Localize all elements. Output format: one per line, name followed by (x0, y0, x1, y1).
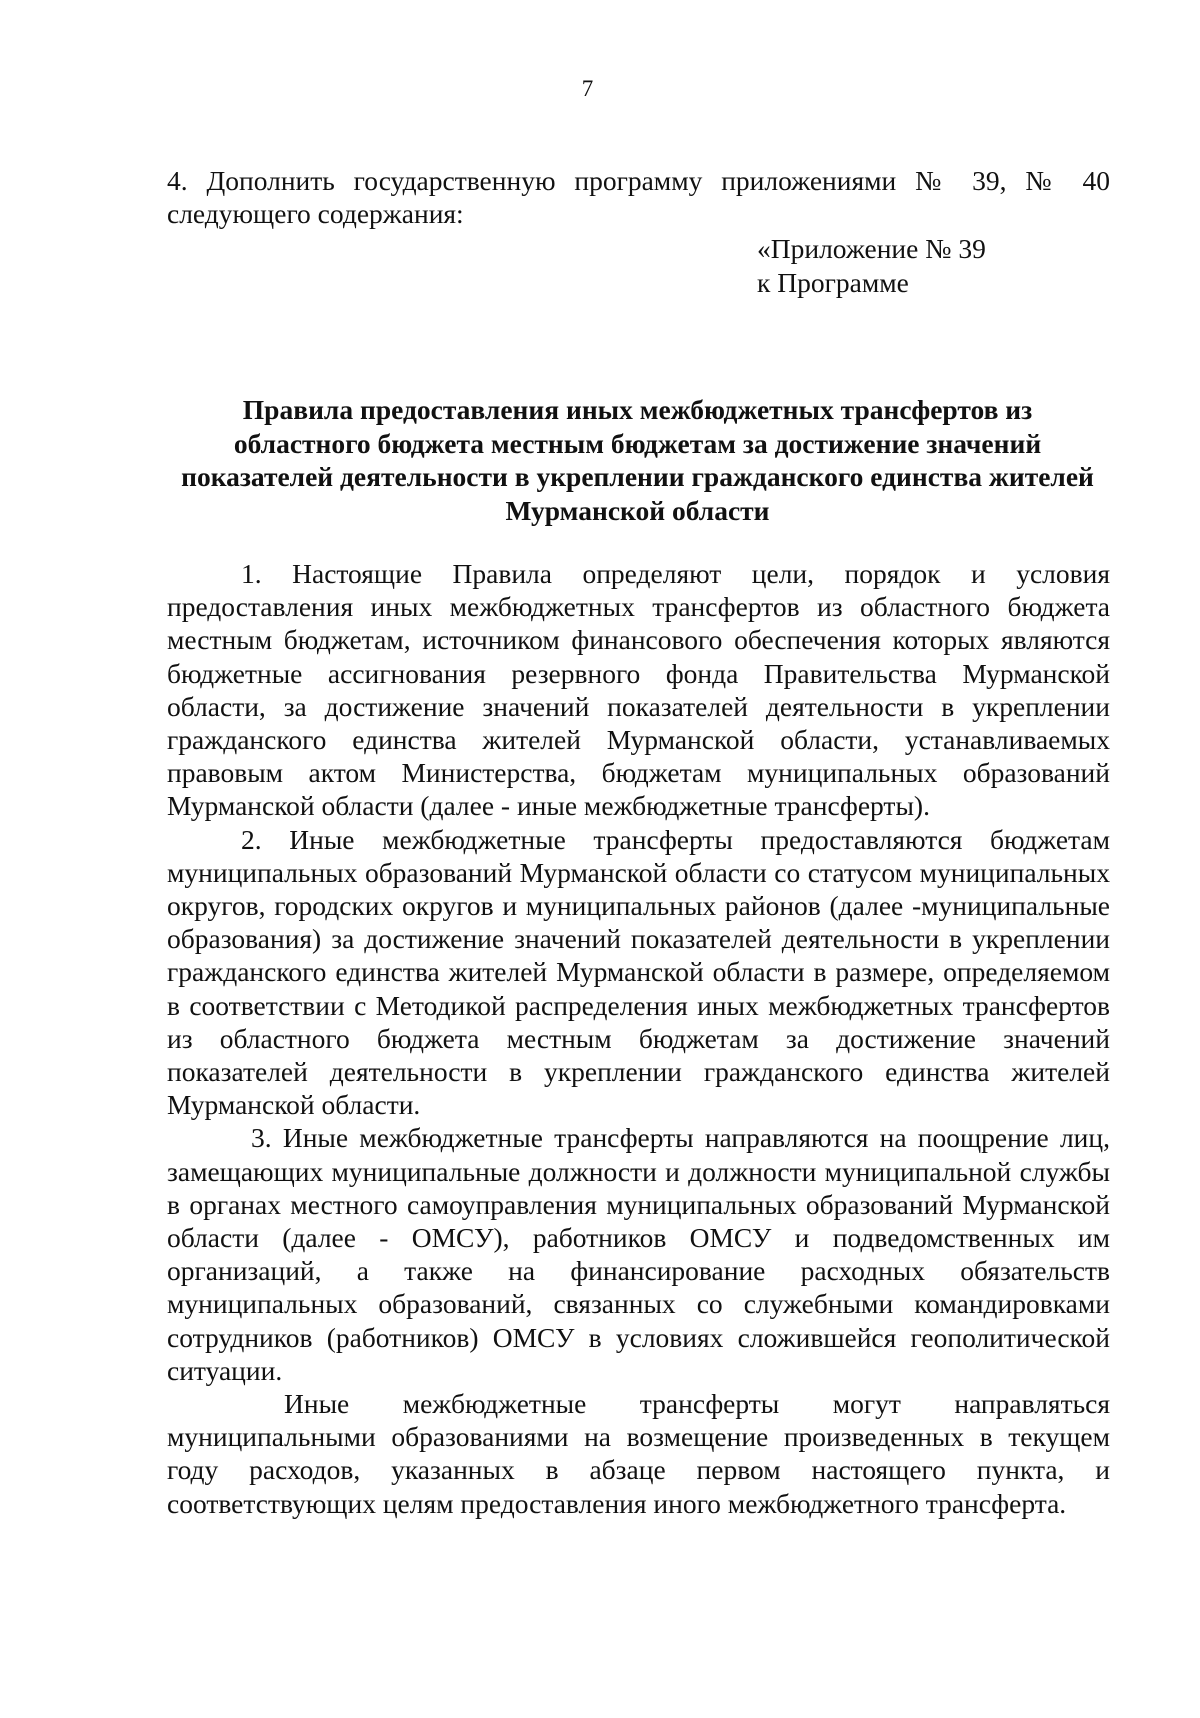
page-number: 7 (581, 76, 594, 101)
title-line: Правила предоставления иных межбюджетных трансфертов из (242, 394, 1033, 425)
annex-reference: к Программе (757, 267, 909, 298)
paragraph-3: 3. Иные межбюджетные трансферты направляются на поощрение лиц, замещающих муниципальные должности и должности муниципальной службы в органах местного самоуправления муниципальных образований Мурманской области (далее - ОМСУ), работников ОМСУ и подведомственных им организаций, а также на финансирование расходных обязательств муниципальных образований, связанных со служебными командировками сотрудников (работников) ОМСУ в условиях сложившейся геополитической ситуации. (167, 1122, 1110, 1386)
paragraph-2: 2. Иные межбюджетные трансферты предоставляются бюджетам муниципальных образований Мурманской области со статусом муниципальных округов, городских округов и муниципальных районов (далее -муниципальные образования) за достижение значений показателей деятельности в укреплении гражданского единства жителей Мурманской области в размере, определяемом в соответствии с Методикой распределения иных межбюджетных трансфертов из областного бюджета местным бюджетам за достижение значений показателей деятельности в укреплении гражданского единства жителей Мурманской области. (167, 823, 1110, 1121)
document-title (150, 393, 1125, 527)
paragraph-1: 1. Настоящие Правила определяют цели, порядок и условия предоставления иных межбюджетных трансфертов из областного бюджета местным бюджетам, источником финансового обеспечения которых являются бюджетные ассигнования резервного фонда Правительства Мурманской области, за достижение значений показателей деятельности в укреплении гражданского единства жителей Мурманской области, устанавливаемых правовым актом Министерства, бюджетам муниципальных образований Мурманской области (далее - иные межбюджетные трансферты). (167, 558, 1110, 822)
paragraph-3-continuation: Иные межбюджетные трансферты могут направляться муниципальными образованиями на возмещение произведенных в текущем году расходов, указанных в абзаце первом настоящего пункта, и соответствующих целям предоставления иного межбюджетного трансферта. (167, 1388, 1110, 1519)
annex-heading (757, 232, 986, 300)
intro-paragraph: 4. Дополнить государственную программу приложениями № 39, № 40 следующего содержания: (167, 165, 1110, 230)
annex-number: «Приложение № 39 (757, 233, 986, 264)
rules-body (167, 557, 1110, 1520)
title-line: показателей деятельности в укреплении гражданского единства жителей (181, 461, 1094, 492)
title-line: Мурманской области (505, 494, 770, 526)
title-line: областного бюджета местным бюджетам за достижение значений (233, 427, 1042, 459)
